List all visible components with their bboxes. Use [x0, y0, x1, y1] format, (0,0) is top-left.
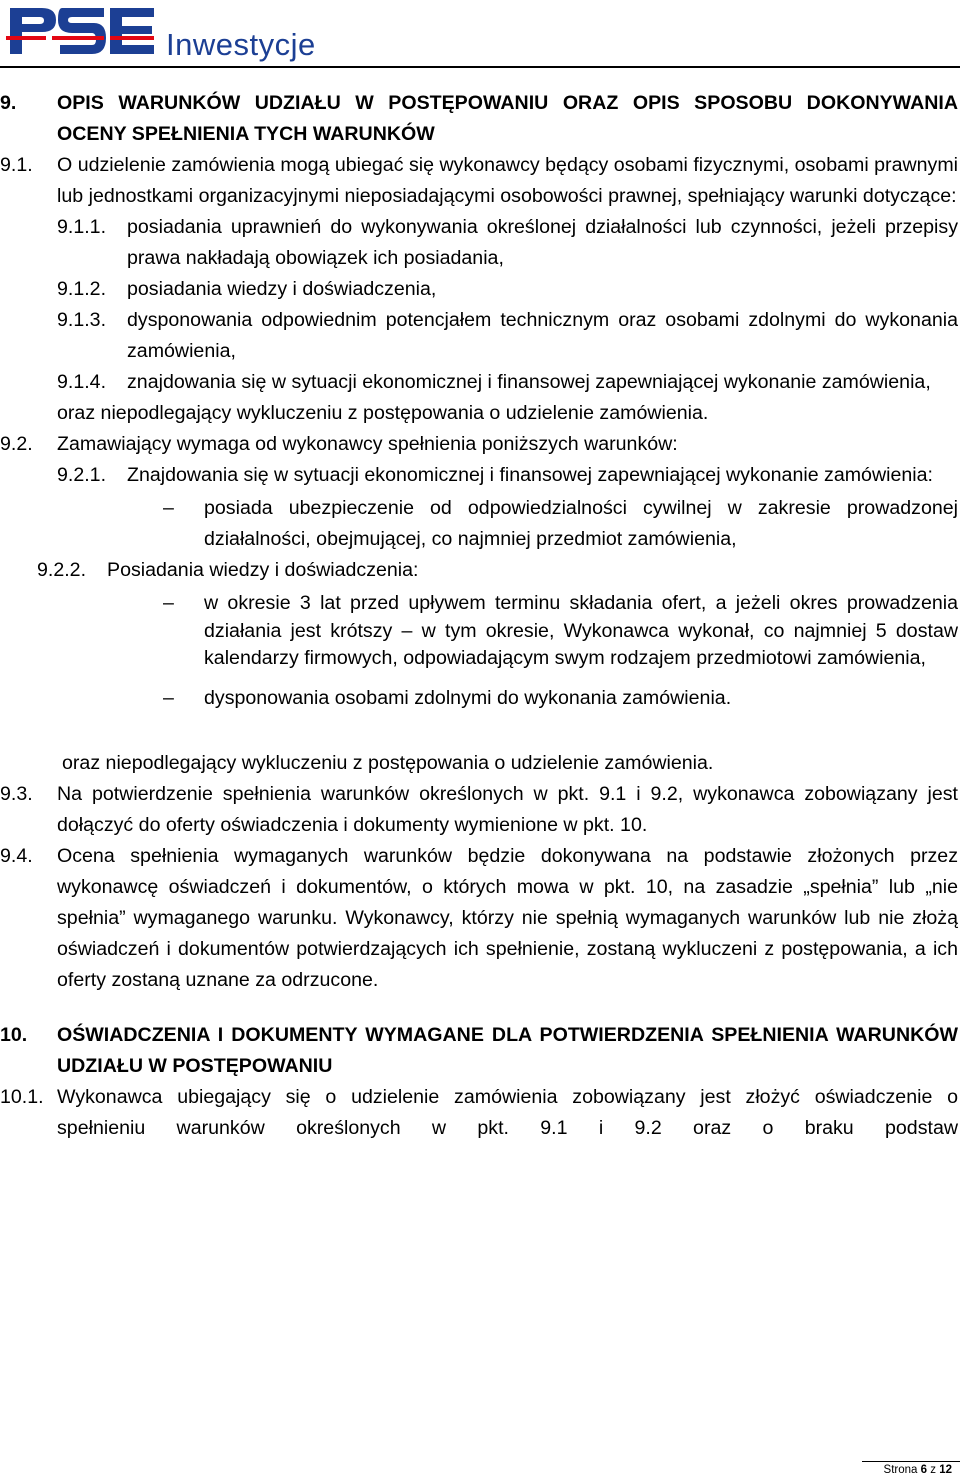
paragraph-number: 9.1.2. — [57, 278, 107, 300]
paragraph-9-2-1 — [0, 460, 958, 491]
section-title: OPIS WARUNKÓW UDZIAŁU W POSTĘPOWANIU ORAZ OPIS SPOSOBU DOKONYWANIA OCENY SPEŁNIENIA TYCH WARUNKÓW — [57, 92, 958, 145]
bullet-item — [163, 590, 958, 673]
paragraph-text: O udzielenie zamówienia mogą ubiegać się wykonawcy będący osobami fizycznymi, osobami prawnymi lub jednostkami organizacyjnymi nieposiadającymi osobowości prawnej, spełniający warunki dotyczące: — [57, 154, 958, 207]
bullet-item — [163, 683, 958, 714]
dash-bullet-icon: – — [163, 497, 174, 519]
bullet-text: w okresie 3 lat przed upływem terminu składania ofert, a jeżeli okres prowadzenia działania jest krótszy – w tym okresie, Wykonawca wykonał, co najmniej 5 dostaw kalendarzy firmowych, odpowiadającym swym rodzajem przedmiotowi zamówienia, — [204, 592, 958, 669]
paragraph-text: posiadania uprawnień do wykonywania określonej działalności lub czynności, jeżeli przepisy prawa nakładają obowiązek ich posiadania, — [127, 216, 958, 269]
page-footer — [884, 1462, 952, 1478]
paragraph-text: znajdowania się w sytuacji ekonomicznej i finansowej zapewniającej wykonanie zamówienia, — [127, 371, 931, 393]
section-title: OŚWIADCZENIA I DOKUMENTY WYMAGANE DLA POTWIERDZENIA SPEŁNIENIA WARUNKÓW UDZIAŁU W POSTĘPOWANIU — [57, 1023, 958, 1077]
paragraph-10-1 — [0, 1082, 958, 1144]
footer-page-number: 6 — [920, 1464, 928, 1476]
paragraph-9-1-4 — [0, 367, 958, 398]
bullet-text: posiada ubezpieczenie od odpowiedzialności cywilnej w zakresie prowadzonej działalności, obejmującej, co najmniej przedmiot zamówienia, — [204, 497, 958, 550]
paragraph-9-1 — [0, 150, 958, 212]
paragraph-9-2 — [0, 429, 958, 460]
paragraph-number: 9.1. — [0, 154, 33, 176]
footer-separator: z — [930, 1464, 936, 1476]
paragraph-number: 9.1.4. — [57, 371, 107, 393]
document-body — [0, 88, 958, 1144]
paragraph-9-3 — [0, 779, 958, 841]
paragraph-text: Zamawiający wymaga od wykonawcy spełnienia poniższych warunków: — [57, 433, 678, 455]
paragraph-number: 10.1. — [0, 1085, 44, 1108]
bullet-item — [163, 493, 958, 555]
pse-logo — [6, 2, 316, 64]
paragraph-number: 9.3. — [0, 782, 33, 805]
paragraph-number: 9.4. — [0, 844, 33, 867]
paragraph-number: 9.1.1. — [57, 216, 107, 238]
header-rule — [0, 66, 960, 68]
paragraph-text: Ocena spełnienia wymaganych warunków będzie dokonywana na podstawie złożonych przez wykonawcę oświadczeń i dokumentów, o których mowa w pkt. 10, na zasadzie „spełnia” lub „nie spełnia” wymaganego warunku. Wykonawcy, którzy nie spełnią wymaganych warunków lub nie złożą oświadczeń i dokumentów potwierdzających ich spełnienie, zostaną wykluczeni z postępowania, a ich oferty zostaną uznane za odrzucone. — [57, 844, 958, 991]
paragraph-9-4 — [0, 841, 958, 996]
pse-logo-mark — [6, 2, 166, 64]
paragraph-number: 9.2. — [0, 433, 33, 455]
paragraph-text: Na potwierdzenie spełnienia warunków określonych w pkt. 9.1 i 9.2, wykonawca zobowiązany jest dołączyć do oferty oświadczenia i dokumenty wymienione w pkt. 10. — [57, 782, 958, 836]
section-number: 10. — [0, 1023, 28, 1046]
paragraph-text: posiadania wiedzy i doświadczenia, — [127, 278, 437, 300]
dash-bullet-icon: – — [163, 592, 174, 614]
paragraph-number: 9.2.1. — [57, 464, 107, 486]
paragraph-9-2-2 — [0, 555, 958, 586]
paragraph-text: dysponowania odpowiednim potencjałem technicznym oraz osobami zdolnymi do wykonania zamówienia, — [127, 309, 958, 362]
paragraph-9-2-closing: oraz niepodlegający wykluczeniu z postępowania o udzielenie zamówienia. — [62, 751, 714, 774]
paragraph-9-1-1 — [0, 212, 958, 274]
bullet-text: dysponowania osobami zdolnymi do wykonania zamówienia. — [204, 686, 732, 709]
paragraph-number: 9.1.3. — [57, 309, 107, 331]
footer-prefix: Strona — [883, 1464, 918, 1476]
paragraph-9-1-closing: oraz niepodlegający wykluczeniu z postępowania o udzielenie zamówienia. — [57, 402, 709, 424]
dash-bullet-icon: – — [163, 686, 174, 709]
footer-page-total: 12 — [939, 1464, 952, 1476]
section-10-heading — [0, 1020, 958, 1082]
paragraph-9-1-2 — [0, 274, 958, 305]
logo-subtitle: Inwestycje — [166, 27, 316, 62]
paragraph-9-1-3 — [0, 305, 958, 367]
section-9-heading — [0, 88, 958, 150]
paragraph-text: Posiadania wiedzy i doświadczenia: — [107, 559, 419, 581]
paragraph-text: Znajdowania się w sytuacji ekonomicznej i finansowej zapewniającej wykonanie zamówienia: — [127, 464, 933, 486]
section-number: 9. — [0, 92, 17, 114]
paragraph-text: Wykonawca ubiegający się o udzielenie zamówienia zobowiązany jest złożyć oświadczenie o spełnieniu warunków określonych w pkt. 9.1 i 9.2 oraz o braku podstaw — [57, 1085, 958, 1139]
paragraph-number: 9.2.2. — [37, 559, 87, 581]
